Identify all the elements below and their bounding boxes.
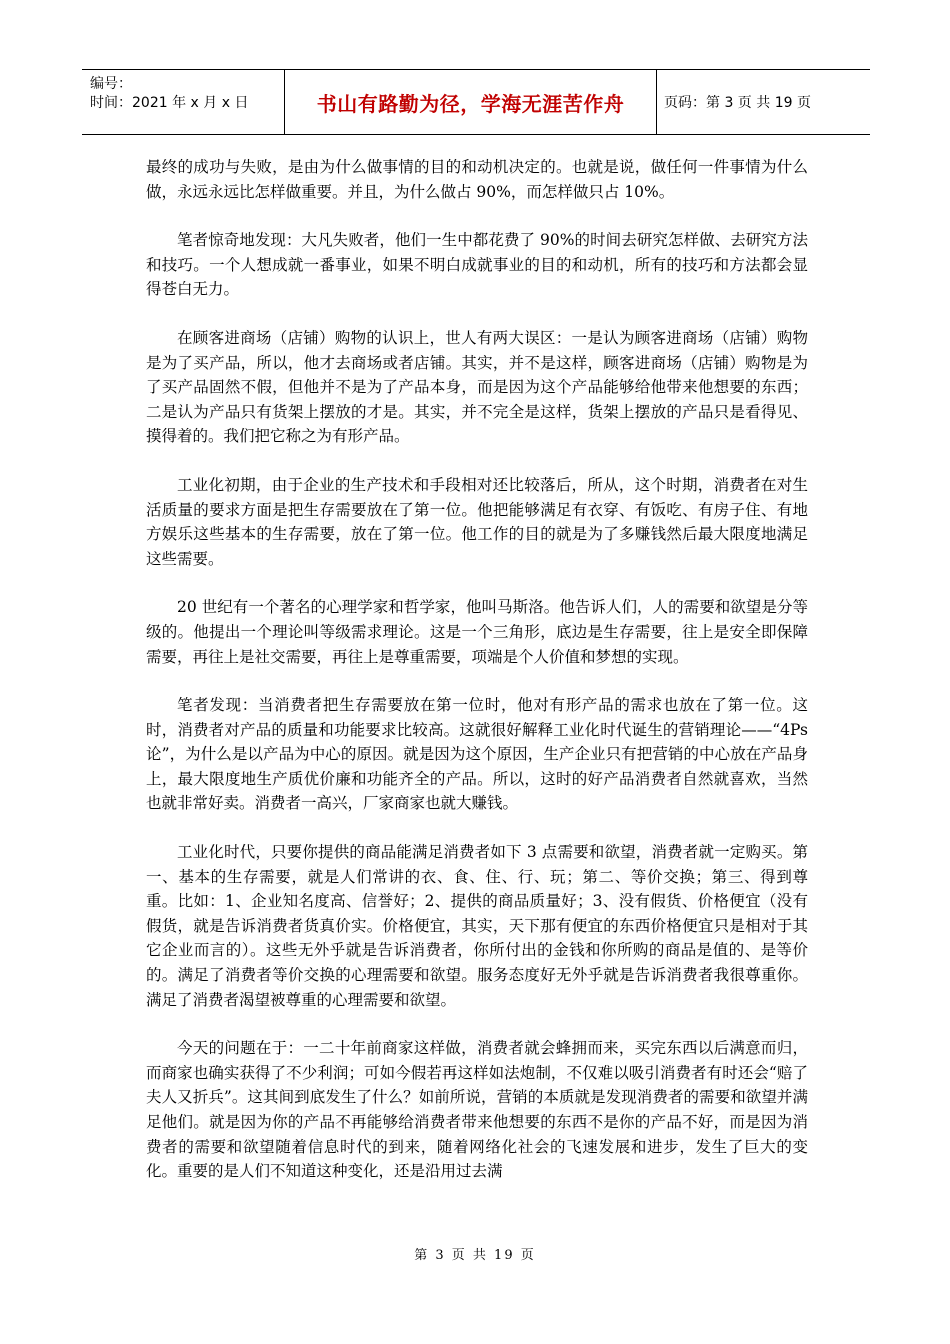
header-page-info: 页码：第 3 页 共 19 页 — [664, 95, 811, 111]
paragraph: 在顾客进商场（店铺）购物的认识上，世人有两大误区：一是认为顾客进商场（店铺）购物是为了买产品，所以，他才去商场或者店铺。其实，并不是这样，顾客进商场（店铺）购物是为了买产品固然不假，但他并不是为了产品本身，而是因为这个产品能够给他带来他想要的东西；二是认为产品只有货架上摆放的才是。其实，并不完全是这样，货架上摆放的产品只是看得见、摸得着的。我们把它称之为有形产品。 — [146, 328, 808, 446]
paragraph: 笔者惊奇地发现：大凡失败者，他们一生中都花费了 90%的时间去研究怎样做、去研究方法和技巧。一个人想成就一番事业，如果不明白成就事业的目的和动机，所有的技巧和方法都会显得苍白无力。 — [146, 231, 808, 299]
header-motto: 书山有路勤为径，学海无涯苦作舟 — [285, 70, 657, 134]
paragraph: 笔者发现：当消费者把生存需要放在第一位时，他对有形产品的需求也放在了第一位。这时，消费者对产品的质量和功能要求比较高。这就很好解释工业化时代诞生的营销理论——“4Ps 论”，为什么是以产品为中心的原因。就是因为这个原因，生产企业只有把营销的中心放在产品身上，最大限度地生产质优价廉和功能齐全的产品。所以，这时的好产品消费者自然就喜欢，当然也就非常好卖。消费者一高兴，厂家商家也就大赚钱。 — [146, 696, 808, 813]
document-number-label: 编号： — [90, 76, 132, 92]
paragraph: 工业化初期，由于企业的生产技术和手段相对还比较落后，所从，这个时期，消费者在对生活质量的要求方面是把生存需要放在了第一位。他把能够满足有衣穿、有饭吃、有房子住、有地方娱乐这些基本的生存需要，放在了第一位。他工作的目的就是为了多赚钱然后最大限度地满足这些需要。 — [146, 475, 808, 568]
paragraph: 20 世纪有一个著名的心理学家和哲学家，他叫马斯洛。他告诉人们，人的需要和欲望是分等级的。他提出一个理论叫等级需求理论。这是一个三角形，底边是生存需要，往上是安全即保障需要，再往上是社交需要，再往上是尊重需要，项端是个人价值和梦想的实现。 — [146, 598, 808, 666]
document-date-label: 时间：2021 年 x 月 x 日 — [90, 95, 249, 111]
header-meta-cell — [82, 70, 285, 134]
paragraph: 工业化时代，只要你提供的商品能满足消费者如下 3 点需要和欲望，消费者就一定购买。第一、基本的生存需要，就是人们常讲的衣、食、住、行、玩；第二、等价交换；第三、得到尊重。比如：1、企业知名度高、信誉好；2、提供的商品质量好；3、没有假货、价格便宜（没有假货，就是告诉消费者货真价实。价格便宜，其实，天下那有便宜的东西价格便宜只是相对于其它企业而言的）。这些无外乎就是告诉消费者，你所付出的金钱和你所购的商品是值的、是等价的。满足了消费者等价交换的心理需要和欲望。服务态度好无外乎就是告诉消费者我很尊重你。满足了消费者渴望被尊重的心理需要和欲望。 — [146, 843, 808, 1009]
page-header — [82, 69, 870, 135]
document-body — [146, 155, 808, 1208]
paragraph: 最终的成功与失败，是由为什么做事情的目的和动机决定的。也就是说，做任何一件事情为什么做，永远永远比怎样做重要。并且，为什么做占 90%，而怎样做只占 10%。 — [146, 158, 808, 201]
page-footer: 第 3 页 共 19 页 — [414, 1248, 536, 1263]
paragraph: 今天的问题在于：一二十年前商家这样做，消费者就会蜂拥而来，买完东西以后满意而归，而商家也确实获得了不少利润；可如今假若再这样如法炮制，不仅难以吸引消费者有时还会“赔了夫人又折兵”。这其间到底发生了什么？如前所说，营销的本质就是发现消费者的需要和欲望并满足他们。就是因为你的产品不再能够给消费者带来他想要的东西不是你的产品不好，而是因为消费者的需要和欲望随着信息时代的到来，随着网络化社会的飞速发展和进步，发生了巨大的变化。重要的是人们不知道这种变化，还是沿用过去满 — [146, 1039, 808, 1181]
